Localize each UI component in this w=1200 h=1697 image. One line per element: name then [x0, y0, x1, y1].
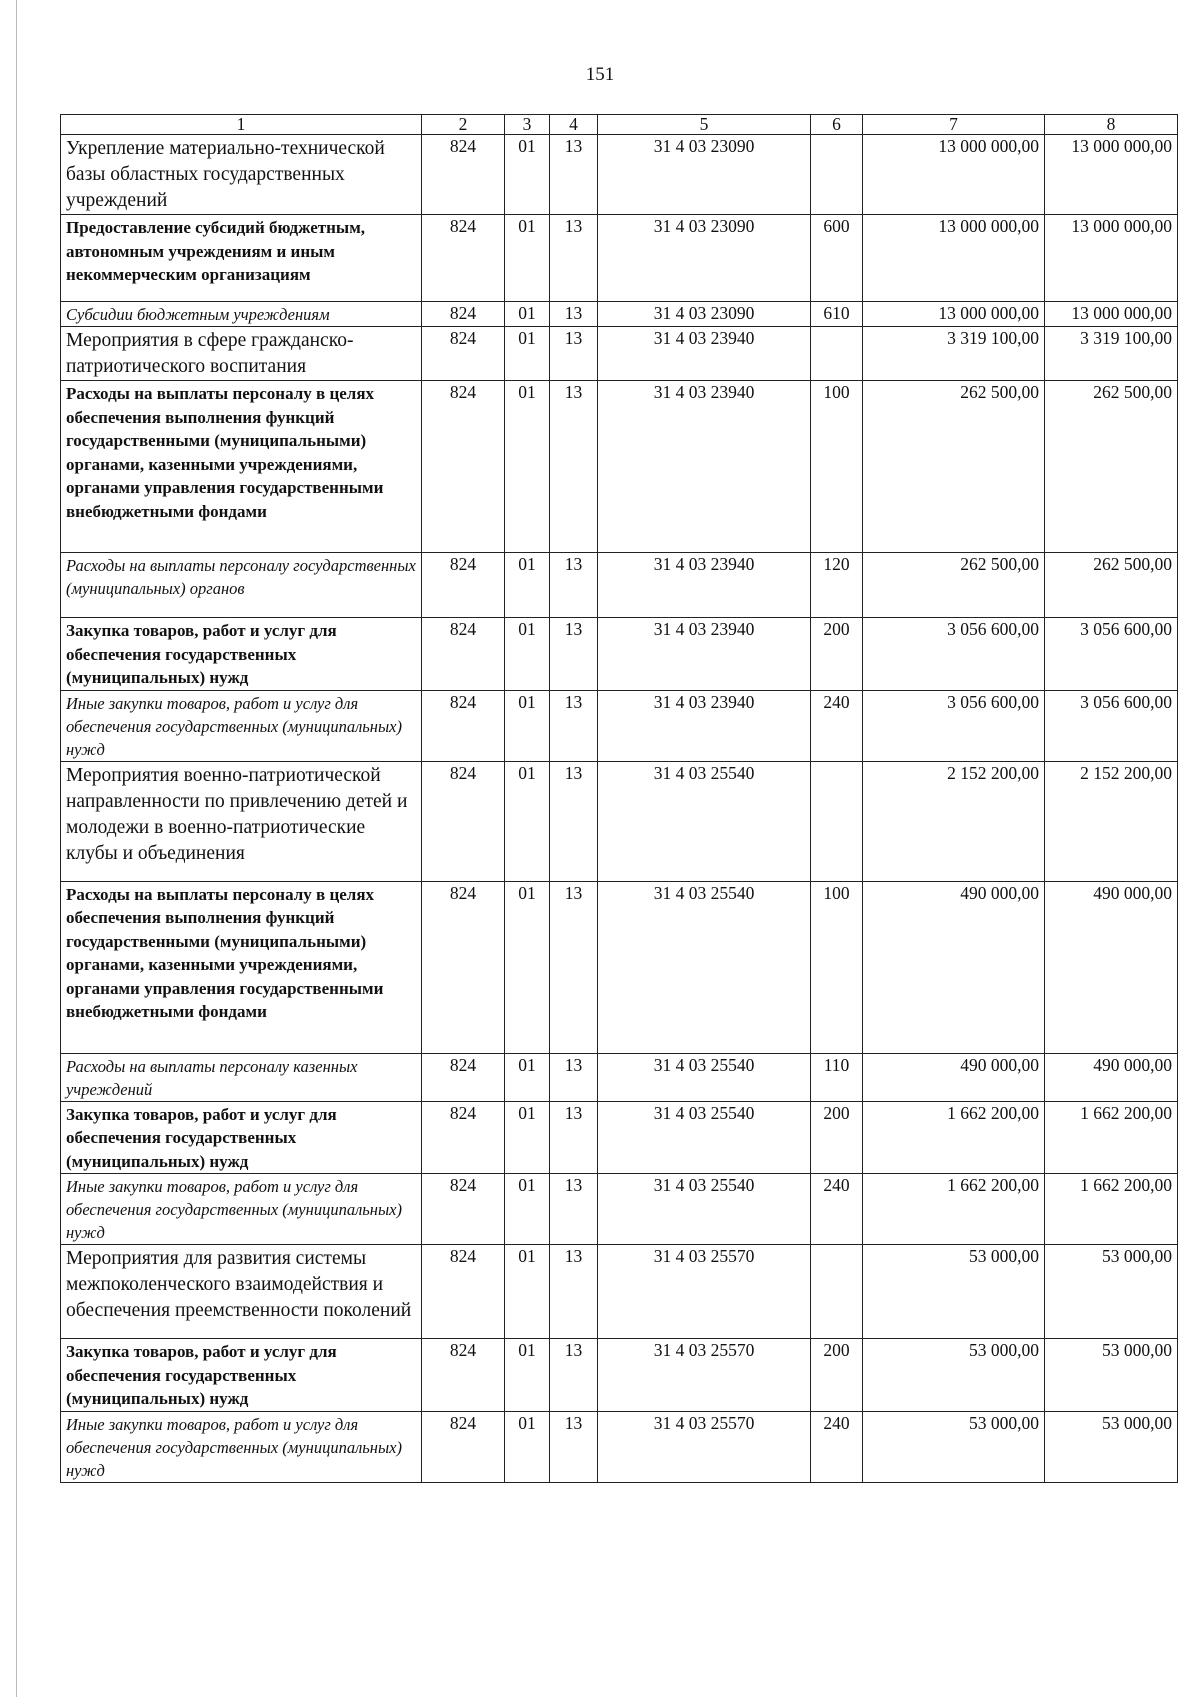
cell-section: 01	[505, 302, 550, 327]
cell-amount-7: 13 000 000,00	[863, 135, 1045, 215]
cell-section: 01	[505, 381, 550, 553]
cell-amount-7: 13 000 000,00	[863, 215, 1045, 302]
table-row	[61, 618, 1178, 691]
cell-section: 01	[505, 1339, 550, 1412]
cell-name: Закупка товаров, работ и услуг для обеспечения государственных (муниципальных) нужд	[61, 1339, 422, 1412]
cell-target-article: 31 4 03 23940	[598, 381, 811, 553]
cell-ministry: 824	[422, 690, 505, 761]
cell-target-article: 31 4 03 25570	[598, 1339, 811, 1412]
cell-ministry: 824	[422, 618, 505, 691]
column-header-7: 7	[863, 115, 1045, 135]
cell-amount-8: 490 000,00	[1045, 1053, 1178, 1101]
cell-section: 01	[505, 553, 550, 618]
cell-name: Закупка товаров, работ и услуг для обеспечения государственных (муниципальных) нужд	[61, 1101, 422, 1174]
cell-subsection: 13	[550, 1411, 598, 1482]
cell-section: 01	[505, 1101, 550, 1174]
cell-amount-7: 262 500,00	[863, 553, 1045, 618]
cell-target-article: 31 4 03 25540	[598, 1174, 811, 1245]
column-header-4: 4	[550, 115, 598, 135]
column-header-3: 3	[505, 115, 550, 135]
table-row	[61, 1101, 1178, 1174]
page-number: 151	[585, 64, 615, 85]
cell-expense-type: 120	[811, 553, 863, 618]
cell-amount-8: 13 000 000,00	[1045, 215, 1178, 302]
cell-name: Укрепление материально-технической базы областных государственных учреждений	[61, 135, 422, 215]
cell-expense-type: 100	[811, 881, 863, 1053]
cell-subsection: 13	[550, 881, 598, 1053]
cell-amount-7: 53 000,00	[863, 1245, 1045, 1339]
cell-expense-type: 110	[811, 1053, 863, 1101]
cell-amount-8: 262 500,00	[1045, 553, 1178, 618]
cell-expense-type: 200	[811, 618, 863, 691]
cell-name: Расходы на выплаты персоналу государственных (муниципальных) органов	[61, 553, 422, 618]
cell-ministry: 824	[422, 761, 505, 881]
cell-ministry: 824	[422, 553, 505, 618]
cell-ministry: 824	[422, 1339, 505, 1412]
cell-subsection: 13	[550, 327, 598, 381]
cell-target-article: 31 4 03 23940	[598, 690, 811, 761]
cell-amount-7: 490 000,00	[863, 1053, 1045, 1101]
cell-target-article: 31 4 03 25540	[598, 761, 811, 881]
cell-expense-type: 240	[811, 690, 863, 761]
cell-expense-type: 600	[811, 215, 863, 302]
budget-table	[60, 114, 1178, 1483]
cell-amount-7: 1 662 200,00	[863, 1101, 1045, 1174]
cell-amount-8: 53 000,00	[1045, 1339, 1178, 1412]
cell-ministry: 824	[422, 1411, 505, 1482]
column-header-2: 2	[422, 115, 505, 135]
cell-target-article: 31 4 03 23940	[598, 553, 811, 618]
cell-amount-7: 53 000,00	[863, 1339, 1045, 1412]
table-header-row	[61, 115, 1178, 135]
table-row	[61, 1174, 1178, 1245]
cell-amount-8: 3 319 100,00	[1045, 327, 1178, 381]
column-header-1: 1	[61, 115, 422, 135]
cell-amount-8: 3 056 600,00	[1045, 690, 1178, 761]
cell-amount-7: 2 152 200,00	[863, 761, 1045, 881]
table-row	[61, 553, 1178, 618]
cell-amount-8: 3 056 600,00	[1045, 618, 1178, 691]
cell-subsection: 13	[550, 215, 598, 302]
table-row	[61, 1245, 1178, 1339]
cell-amount-7: 1 662 200,00	[863, 1174, 1045, 1245]
table-row	[61, 1411, 1178, 1482]
cell-subsection: 13	[550, 1053, 598, 1101]
cell-ministry: 824	[422, 1053, 505, 1101]
cell-subsection: 13	[550, 618, 598, 691]
cell-name: Иные закупки товаров, работ и услуг для обеспечения государственных (муниципальных) нужд	[61, 1411, 422, 1482]
cell-amount-8: 490 000,00	[1045, 881, 1178, 1053]
cell-expense-type	[811, 761, 863, 881]
cell-amount-8: 53 000,00	[1045, 1411, 1178, 1482]
cell-ministry: 824	[422, 381, 505, 553]
table-row	[61, 690, 1178, 761]
cell-target-article: 31 4 03 25570	[598, 1411, 811, 1482]
cell-subsection: 13	[550, 690, 598, 761]
cell-ministry: 824	[422, 215, 505, 302]
cell-expense-type	[811, 327, 863, 381]
table-row	[61, 327, 1178, 381]
cell-expense-type: 610	[811, 302, 863, 327]
column-header-8: 8	[1045, 115, 1178, 135]
column-header-5: 5	[598, 115, 811, 135]
cell-name: Мероприятия в сфере гражданско-патриотического воспитания	[61, 327, 422, 381]
table-row	[61, 215, 1178, 302]
cell-subsection: 13	[550, 761, 598, 881]
table-row	[61, 761, 1178, 881]
cell-name: Мероприятия для развития системы межпоколенческого взаимодействия и обеспечения преемственности поколений	[61, 1245, 422, 1339]
cell-ministry: 824	[422, 1101, 505, 1174]
cell-name: Предоставление субсидий бюджетным, автономным учреждениям и иным некоммерческим организациям	[61, 215, 422, 302]
cell-name: Иные закупки товаров, работ и услуг для обеспечения государственных (муниципальных) нужд	[61, 690, 422, 761]
cell-subsection: 13	[550, 1339, 598, 1412]
cell-section: 01	[505, 618, 550, 691]
cell-section: 01	[505, 690, 550, 761]
cell-expense-type: 200	[811, 1339, 863, 1412]
cell-name: Иные закупки товаров, работ и услуг для обеспечения государственных (муниципальных) нужд	[61, 1174, 422, 1245]
cell-amount-8: 262 500,00	[1045, 381, 1178, 553]
cell-amount-7: 490 000,00	[863, 881, 1045, 1053]
cell-amount-8: 13 000 000,00	[1045, 135, 1178, 215]
cell-target-article: 31 4 03 25540	[598, 881, 811, 1053]
table-row	[61, 302, 1178, 327]
table-row	[61, 1339, 1178, 1412]
cell-section: 01	[505, 327, 550, 381]
cell-ministry: 824	[422, 302, 505, 327]
cell-name: Закупка товаров, работ и услуг для обеспечения государственных (муниципальных) нужд	[61, 618, 422, 691]
cell-name: Субсидии бюджетным учреждениям	[61, 302, 422, 327]
cell-ministry: 824	[422, 1174, 505, 1245]
cell-section: 01	[505, 1411, 550, 1482]
cell-subsection: 13	[550, 381, 598, 553]
cell-section: 01	[505, 1245, 550, 1339]
cell-amount-8: 53 000,00	[1045, 1245, 1178, 1339]
cell-section: 01	[505, 1053, 550, 1101]
cell-ministry: 824	[422, 135, 505, 215]
cell-name: Расходы на выплаты персоналу казенных учреждений	[61, 1053, 422, 1101]
cell-subsection: 13	[550, 1101, 598, 1174]
cell-subsection: 13	[550, 553, 598, 618]
cell-amount-7: 13 000 000,00	[863, 302, 1045, 327]
cell-section: 01	[505, 135, 550, 215]
cell-amount-8: 13 000 000,00	[1045, 302, 1178, 327]
table-row	[61, 381, 1178, 553]
cell-expense-type: 200	[811, 1101, 863, 1174]
cell-subsection: 13	[550, 1245, 598, 1339]
cell-section: 01	[505, 761, 550, 881]
cell-ministry: 824	[422, 327, 505, 381]
cell-section: 01	[505, 881, 550, 1053]
table-row	[61, 135, 1178, 215]
cell-target-article: 31 4 03 25540	[598, 1101, 811, 1174]
cell-ministry: 824	[422, 1245, 505, 1339]
cell-expense-type	[811, 1245, 863, 1339]
cell-target-article: 31 4 03 25570	[598, 1245, 811, 1339]
scan-edge-line	[16, 0, 17, 1697]
cell-target-article: 31 4 03 23940	[598, 618, 811, 691]
cell-amount-8: 1 662 200,00	[1045, 1174, 1178, 1245]
cell-amount-7: 3 056 600,00	[863, 690, 1045, 761]
table-row	[61, 881, 1178, 1053]
cell-expense-type: 100	[811, 381, 863, 553]
cell-name: Расходы на выплаты персоналу в целях обеспечения выполнения функций государственными (муниципальными) органами, казенными учреждениями, органами управления государственными внебюджетными фондами	[61, 381, 422, 553]
cell-amount-8: 1 662 200,00	[1045, 1101, 1178, 1174]
cell-amount-8: 2 152 200,00	[1045, 761, 1178, 881]
cell-target-article: 31 4 03 23090	[598, 302, 811, 327]
cell-amount-7: 3 056 600,00	[863, 618, 1045, 691]
cell-name: Расходы на выплаты персоналу в целях обеспечения выполнения функций государственными (муниципальными) органами, казенными учреждениями, органами управления государственными внебюджетными фондами	[61, 881, 422, 1053]
cell-expense-type	[811, 135, 863, 215]
cell-expense-type: 240	[811, 1411, 863, 1482]
cell-subsection: 13	[550, 302, 598, 327]
cell-name: Мероприятия военно-патриотической направленности по привлечению детей и молодежи в военно-патриотические клубы и объединения	[61, 761, 422, 881]
cell-amount-7: 3 319 100,00	[863, 327, 1045, 381]
cell-target-article: 31 4 03 23090	[598, 215, 811, 302]
cell-amount-7: 262 500,00	[863, 381, 1045, 553]
cell-subsection: 13	[550, 1174, 598, 1245]
cell-target-article: 31 4 03 23090	[598, 135, 811, 215]
cell-target-article: 31 4 03 23940	[598, 327, 811, 381]
cell-section: 01	[505, 215, 550, 302]
cell-ministry: 824	[422, 881, 505, 1053]
cell-target-article: 31 4 03 25540	[598, 1053, 811, 1101]
cell-subsection: 13	[550, 135, 598, 215]
table-row	[61, 1053, 1178, 1101]
cell-section: 01	[505, 1174, 550, 1245]
cell-amount-7: 53 000,00	[863, 1411, 1045, 1482]
column-header-6: 6	[811, 115, 863, 135]
cell-expense-type: 240	[811, 1174, 863, 1245]
